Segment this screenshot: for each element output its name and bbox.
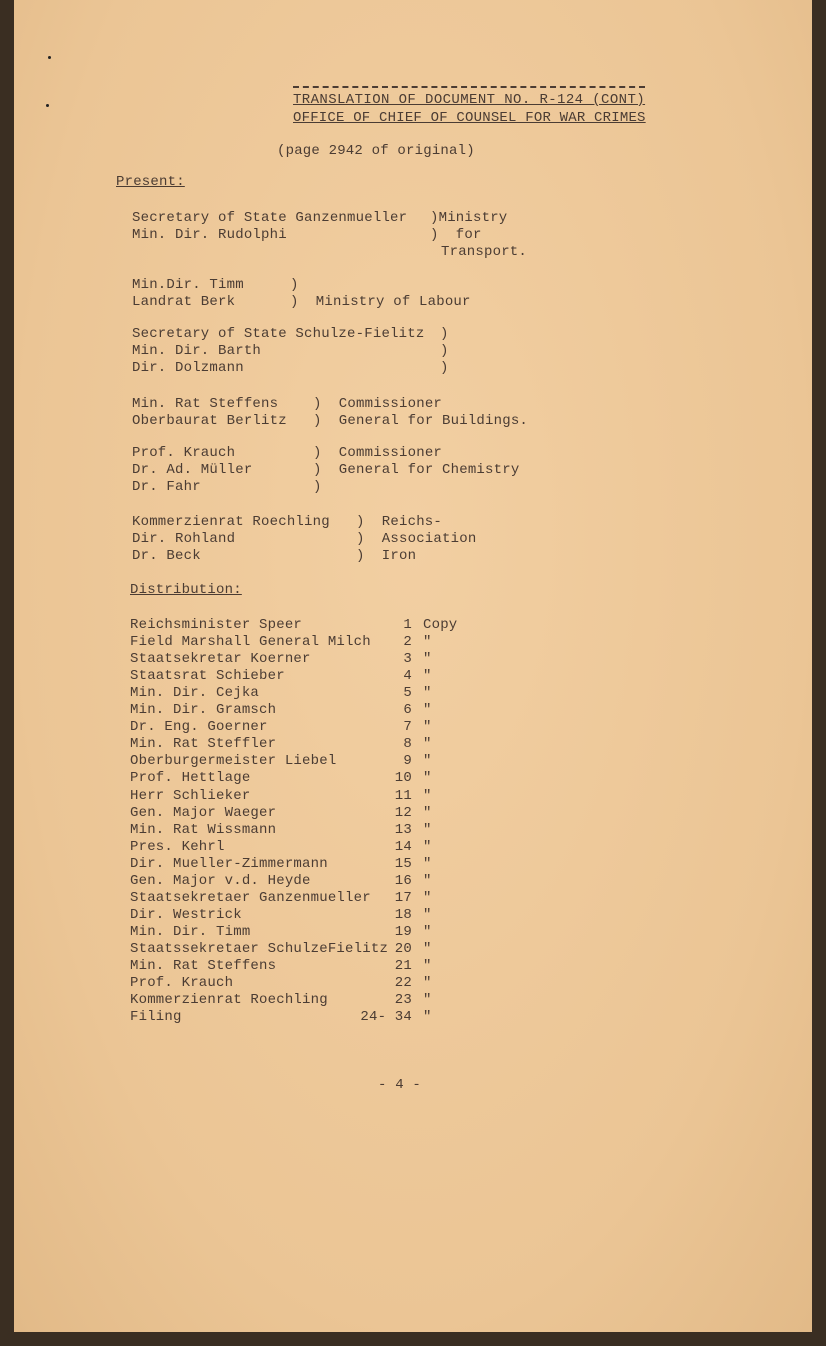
page-reference: (page 2942 of original) (277, 143, 475, 159)
copy-number: 20 (394, 940, 412, 957)
copy-label: " (423, 770, 432, 787)
distribution-row (130, 958, 470, 975)
distribution-row (130, 634, 470, 651)
attendee-name: Min. Dir. Barth (132, 343, 262, 359)
distribution-row (130, 753, 470, 770)
distribution-row (130, 890, 470, 907)
distribution-row (130, 685, 470, 702)
copy-number: 1 (403, 617, 412, 633)
copy-label: " (423, 889, 432, 906)
copy-label: " (423, 923, 432, 940)
copy-label: " (423, 906, 432, 923)
organization-label: ) (440, 360, 449, 376)
distribution-row (130, 856, 470, 873)
copy-label: " (423, 804, 432, 821)
attendee-name: Dr. Fahr (132, 479, 201, 495)
copy-number: 8 (403, 736, 412, 753)
speck (48, 56, 51, 59)
distribution-row (130, 736, 470, 753)
copy-number: 3 (403, 651, 412, 668)
copy-number: 10 (394, 770, 412, 787)
attendee-name: Oberbaurat Berlitz (132, 413, 287, 429)
attendee-name: Min.Dir. Timm (132, 277, 244, 293)
copy-number: 4 (403, 668, 412, 685)
copy-number: 17 (394, 889, 412, 906)
copy-label: " (423, 975, 432, 992)
attendee-name: Prof. Krauch (132, 445, 236, 461)
distribution-row (130, 788, 470, 805)
attendee-name: Dr. Ad. Müller (132, 462, 253, 478)
organization-label: ) Iron (356, 548, 417, 564)
organization-label: Transport. (441, 244, 528, 260)
recipient-name: Pres. Kehrl (130, 838, 225, 855)
copy-number: 12 (394, 804, 412, 821)
organization-label: ) Commissioner (313, 396, 443, 412)
organization-label: ) for (430, 227, 482, 243)
attendee-name: Secretary of State Schulze-Fielitz (132, 326, 425, 342)
recipient-name: Prof. Hettlage (130, 770, 251, 787)
copy-label: " (423, 651, 432, 668)
recipient-name: Staatsekretar Koerner (130, 651, 311, 668)
copy-label: " (423, 855, 432, 872)
attendee-name: Min. Dir. Rudolphi (132, 227, 287, 243)
recipient-name: Min. Rat Wissmann (130, 821, 277, 838)
organization-label: ) Commissioner (313, 445, 443, 461)
recipient-name: Dr. Eng. Goerner (130, 719, 268, 736)
distribution-row (130, 1009, 470, 1026)
recipient-name: Reichsminister Speer (130, 617, 303, 633)
organization-label: ) Ministry of Labour (290, 294, 471, 310)
copy-number: 9 (403, 753, 412, 770)
copy-number: 15 (394, 855, 412, 872)
organization-label: )Ministry (430, 210, 508, 226)
copy-label: " (423, 940, 432, 957)
copy-label: " (423, 719, 432, 736)
recipient-name: Staatssekretaer SchulzeFielitz (130, 940, 389, 957)
copy-label: " (423, 736, 432, 753)
organization-label: ) General for Chemistry (313, 462, 520, 478)
copy-number: 18 (394, 906, 412, 923)
distribution-row (130, 907, 470, 924)
page-number: - 4 - (378, 1077, 422, 1093)
distribution-row (130, 873, 470, 890)
attendee-name: Min. Rat Steffens (132, 396, 279, 412)
distribution-row (130, 839, 470, 856)
recipient-name: Min. Rat Steffens (130, 958, 277, 974)
distribution-row (130, 992, 470, 1009)
distribution-row (130, 941, 470, 958)
recipient-name: Min. Dir. Gramsch (130, 702, 277, 719)
distribution-heading: Distribution: (130, 582, 242, 598)
attendee-name: Kommerzienrat Roechling (132, 514, 330, 530)
recipient-name: Staatsekretaer Ganzenmueller (130, 889, 371, 906)
copy-label: Copy (423, 617, 458, 633)
attendee-name: Landrat Berk (132, 294, 236, 310)
copy-number: 22 (394, 975, 412, 992)
copy-label: " (423, 685, 432, 702)
recipient-name: Field Marshall General Milch (130, 634, 371, 651)
copy-number: 16 (394, 872, 412, 889)
copy-label: " (423, 872, 432, 889)
copy-number: 24- 34 (360, 1009, 412, 1026)
distribution-row (130, 651, 470, 668)
copy-number: 23 (394, 992, 412, 1009)
copy-label: " (423, 702, 432, 719)
recipient-name: Min. Dir. Timm (130, 923, 251, 940)
copy-number: 5 (403, 685, 412, 702)
copy-number: 14 (394, 838, 412, 855)
copy-number: 13 (394, 821, 412, 838)
copy-label: " (423, 634, 432, 651)
copy-label: " (423, 821, 432, 838)
organization-label: ) (290, 277, 299, 293)
copy-number: 2 (403, 634, 412, 651)
office-title: OFFICE OF CHIEF OF COUNSEL FOR WAR CRIMES (293, 110, 646, 126)
copy-label: " (423, 992, 432, 1009)
recipient-name: Gen. Major v.d. Heyde (130, 872, 311, 889)
attendee-name: Dir. Rohland (132, 531, 236, 547)
distribution-row (130, 822, 470, 839)
copy-number: 11 (394, 787, 412, 804)
copy-number: 7 (403, 719, 412, 736)
recipient-name: Dir. Mueller-Zimmermann (130, 855, 328, 872)
copy-label: " (423, 787, 432, 804)
recipient-name: Gen. Major Waeger (130, 804, 277, 821)
copy-label: " (423, 838, 432, 855)
recipient-name: Oberburgermeister Liebel (130, 753, 337, 770)
organization-label: ) (440, 326, 449, 342)
distribution-row (130, 668, 470, 685)
recipient-name: Herr Schlieker (130, 787, 251, 804)
organization-label: ) Reichs- (356, 514, 443, 530)
copy-label: " (423, 668, 432, 685)
recipient-name: Staatsrat Schieber (130, 668, 285, 685)
copy-label: " (423, 958, 432, 974)
distribution-row (130, 719, 470, 736)
distribution-row (130, 702, 470, 719)
recipient-name: Dir. Westrick (130, 906, 242, 923)
speck (46, 104, 49, 107)
attendee-name: Secretary of State Ganzenmueller (132, 210, 408, 226)
distribution-row (130, 975, 470, 992)
copy-label: " (423, 753, 432, 770)
recipient-name: Prof. Krauch (130, 975, 234, 992)
organization-label: ) General for Buildings. (313, 413, 529, 429)
copy-number: 6 (403, 702, 412, 719)
distribution-row (130, 805, 470, 822)
recipient-name: Min. Rat Steffler (130, 736, 277, 753)
document-title: TRANSLATION OF DOCUMENT NO. R-124 (CONT) (293, 92, 646, 108)
copy-number: 21 (394, 958, 412, 974)
attendee-name: Dr. Beck (132, 548, 201, 564)
recipient-name: Kommerzienrat Roechling (130, 992, 328, 1009)
organization-label: ) Association (356, 531, 477, 547)
organization-label: ) (440, 343, 449, 359)
organization-label: ) (313, 479, 322, 495)
attendee-name: Dir. Dolzmann (132, 360, 244, 376)
distribution-row (130, 617, 470, 634)
copy-number: 19 (394, 923, 412, 940)
distribution-row (130, 924, 470, 941)
recipient-name: Filing (130, 1009, 182, 1026)
copy-label: " (423, 1009, 432, 1026)
distribution-row (130, 770, 470, 787)
recipient-name: Min. Dir. Cejka (130, 685, 260, 702)
present-heading: Present: (116, 174, 185, 190)
